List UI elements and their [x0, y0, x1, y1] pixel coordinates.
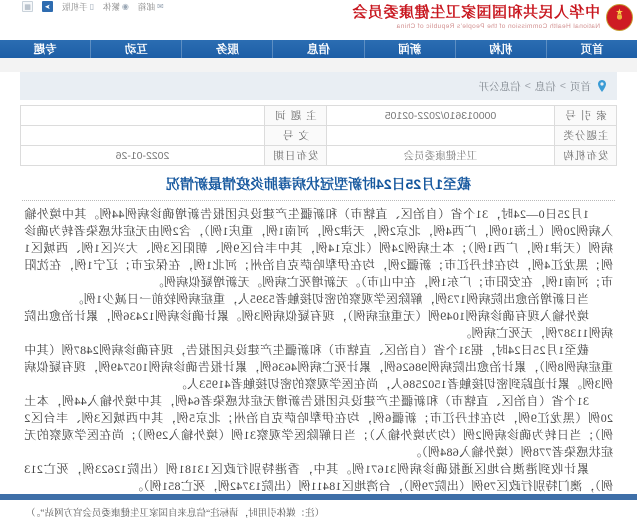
meta-value-category: [327, 126, 555, 146]
breadcrumb-link-home[interactable]: 首页: [570, 80, 591, 93]
table-row: [21, 126, 617, 146]
nav-item-info[interactable]: 信息: [273, 40, 364, 58]
qrcode-icon[interactable]: ▦: [22, 1, 33, 12]
topbar-link-mail[interactable]: [138, 1, 164, 13]
content-container: [20, 72, 617, 519]
national-emblem-logo: [606, 4, 633, 31]
meta-value-keywords: [21, 106, 265, 126]
nav-item-news[interactable]: 新闻: [365, 40, 456, 58]
utility-topbar: [22, 0, 164, 13]
meta-label-issuer: 发布机构: [555, 146, 617, 166]
nav-item-home[interactable]: 首页: [580, 44, 604, 56]
nav-item-org[interactable]: 机构: [456, 40, 547, 58]
breadcrumb-link-info[interactable]: 信息: [534, 80, 556, 93]
article-paragraph: 31个省（自治区、直辖市）和新疆生产建设兵团报告新增无症状感染者64例，其中境外输入44例，本土20例（黑龙江9例，均在牡丹江市；新疆6例，均在伊犁哈萨克自治州；北京5例，其中西城区3例、丰台区2例）；当日转为确诊病例2例（均为境外输入）；当日解除医学观察31例（境外输入29例）；尚在医学观察的无症状感染者778例（境外输入684例）。: [24, 394, 613, 459]
meta-value-pubdate: 2022-01-26: [21, 146, 265, 166]
nav-item-service[interactable]: 服务: [182, 40, 273, 58]
article-body: [20, 201, 617, 519]
breadcrumb-separator: >: [524, 80, 531, 92]
location-pin-icon: [597, 80, 607, 92]
meta-value-index: 000013610/2022-02105: [327, 106, 555, 126]
meta-label-pubdate: 发布日期: [265, 146, 327, 166]
meta-label-index: 索 引 号: [555, 106, 617, 126]
meta-value-docnumber: [21, 126, 265, 146]
table-row: [21, 146, 617, 166]
emblem-star-icon: ★: [615, 7, 624, 17]
topbar-link-traditional[interactable]: [103, 1, 129, 13]
meta-label-keywords: 主 题 词: [265, 106, 327, 126]
citation-note: （注：媒体引用时，请标注“信息来自国家卫生健康委员会官方网站”。）: [26, 509, 325, 519]
breadcrumb: [20, 72, 617, 100]
page-band-divider: [0, 58, 637, 72]
article-paragraph: 截至1月25日24时，据31个省（自治区、直辖市）和新疆生产建设兵团报告，现有确诊病例2487例（其中重症病例8例），累计治愈出院病例98626例，累计死亡病例4636例，累计报告确诊病例105749例，现有疑似病例3例。累计追踪到密切接触者1502586人，尚在医学观察的密切接触者41953人。: [24, 343, 613, 391]
meta-label-category: 主题分类: [555, 126, 617, 146]
meta-label-docnumber: 文 号: [265, 126, 327, 146]
site-header: [0, 0, 637, 40]
mail-icon: ✉: [156, 2, 164, 11]
table-row: [21, 106, 617, 126]
topbar-link-label: 邮箱: [137, 1, 155, 12]
topbar-link-label: 繁体: [102, 1, 120, 12]
nav-item-interact[interactable]: 互动: [91, 40, 182, 58]
phone-icon: ▯: [89, 2, 94, 11]
site-subtitle: National Health Commission of the People's Republic of China: [396, 23, 600, 30]
footer-bar: [0, 494, 637, 500]
article-paragraph: 当日新增治愈出院病例173例，解除医学观察的密切接触者5395人，重症病例较前一日减少1例。: [71, 292, 589, 306]
breadcrumb-current: 信息公开: [478, 80, 521, 93]
topbar-link-label: 手机版: [62, 1, 88, 12]
article-paragraph: 境外输入现有确诊病例1049例（无重症病例），现有疑似病例3例。累计确诊病例12436例，累计治愈出院病例11387例，无死亡病例。: [24, 309, 613, 340]
nav-item-topics[interactable]: 专题: [0, 40, 91, 58]
breadcrumb-separator: >: [559, 80, 566, 92]
meta-value-issuer: 卫生健康委员会: [327, 146, 555, 166]
site-title: 中华人民共和国国家卫生健康委员会: [351, 5, 600, 21]
main-nav: [0, 40, 637, 58]
globe-icon: ◉: [121, 2, 129, 11]
article-paragraph: 累计收到港澳台地区通报确诊病例31671例。其中，香港特别行政区13181例（出院12623例，死亡213例），澳门特别行政区79例（出院79例），台湾地区18411例（出院13742例，死亡851例）。: [24, 462, 613, 493]
article-paragraph: 1月25日0—24时，31个省（自治区、直辖市）和新疆生产建设兵团报告新增确诊病例44例。其中境外输入病例20例（上海10例，广西4例，北京2例，天津2例，河南1例，重庆1例），含2例由无症状感染者转为确诊病例（天津1例，广西1例）；本土病例24例（北京14例，其中丰台区9例、朝阳区3例、大兴区1例、西城区1例；黑龙江4例，均在牡丹江市；新疆2例，均在伊犁哈萨克自治州；河北1例，在保定市；辽宁1例，在沈阳市；河南1例，在安阳市；广东1例，在中山市）。无新增死亡病例。无新增疑似病例。: [24, 207, 613, 289]
document-meta-table: [20, 105, 617, 166]
share-icon[interactable]: ➤: [42, 1, 53, 12]
brand-text: [352, 5, 600, 30]
topbar-link-mobile[interactable]: [62, 1, 94, 13]
article-title: 截至1月25日24时新型冠状病毒肺炎疫情最新情况: [166, 176, 471, 192]
